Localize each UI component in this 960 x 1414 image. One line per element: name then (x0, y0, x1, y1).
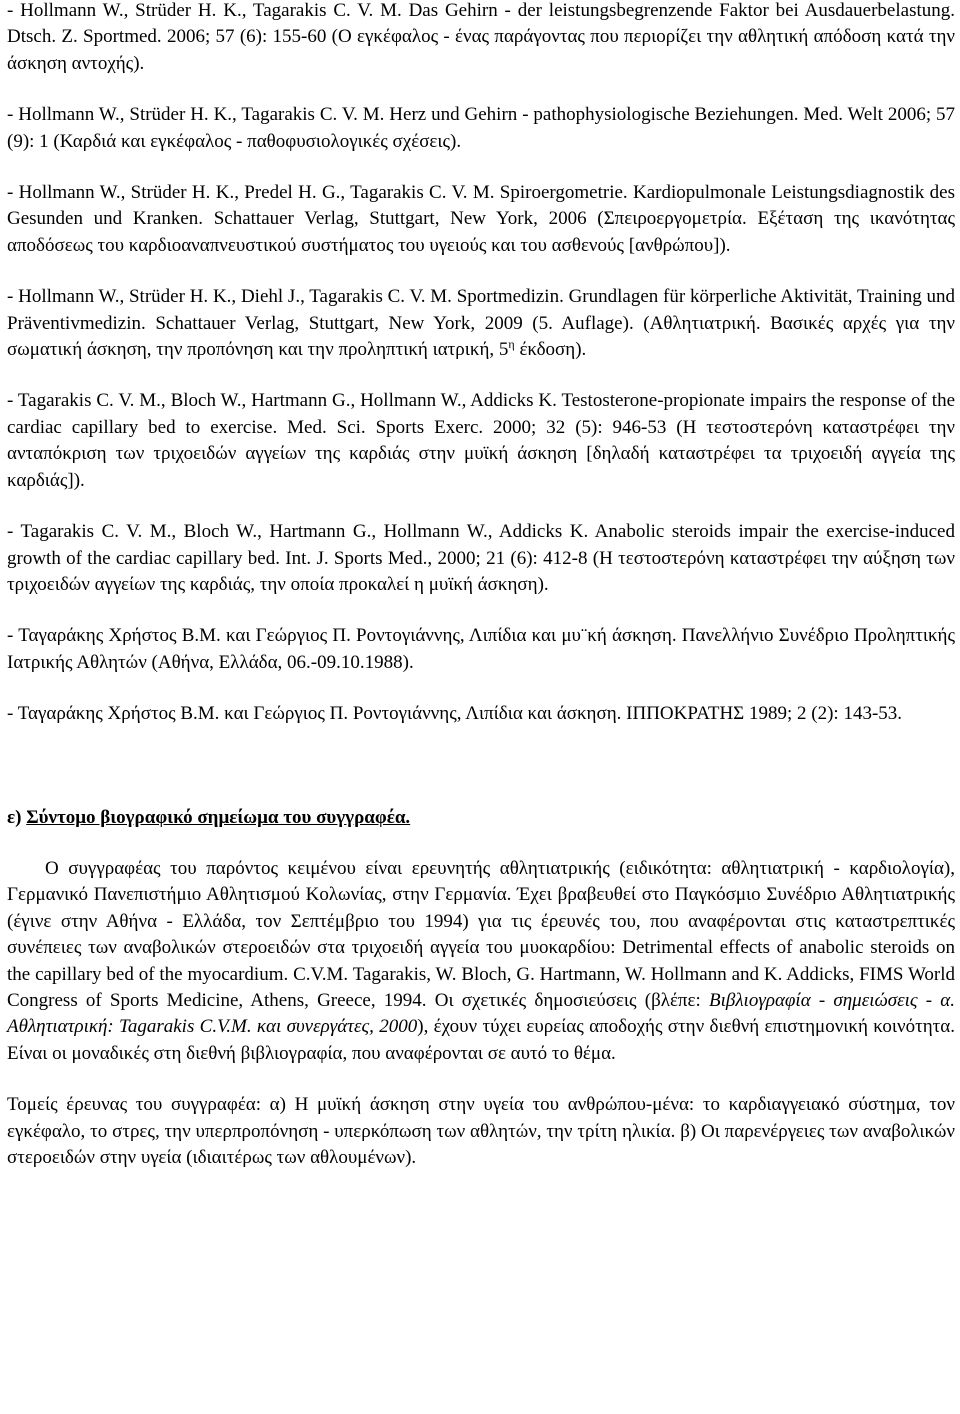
superscript-ordinal: η (508, 337, 515, 352)
reference-item: - Hollmann W., Strüder H. K., Tagarakis C. V. M. Das Gehirn - der leistungsbegrenzende Faktor bei Ausdauerbelastung. Dtsch. Z. Sportmed. 2006; 57 (6): 155-60 (Ο εγκέφαλος - ένας παράγοντας που περιορίζει την αθλητική απόδοση κατά την άσκηση αντοχής). (7, 0, 955, 74)
bio-text: ), έχουν τύχει ευρείας αποδοχής στην διεθνή επιστημονική κοινότητα. Είναι οι μοναδικές στη διεθνή βιβλιογραφία, που αναφέρονται σε αυτό το θέμα. (7, 1016, 955, 1064)
reference-item (7, 284, 955, 363)
reference-item: - Hollmann W., Strüder H. K., Tagarakis C. V. M. Herz und Gehirn - pathophysiologische Beziehungen. Med. Welt 2006; 57 (9): 1 (Καρδιά και εγκέφαλος - παθοφυσιολογικές σχέσεις). (7, 104, 955, 152)
reference-text: έκδοση). (514, 339, 587, 361)
section-prefix: ε) (7, 806, 27, 828)
section-title: Σύντομο βιογραφικό σημείωμα του συγγραφέα. (26, 806, 411, 828)
reference-item: - Ταγαράκης Χρήστος Β.Μ. και Γεώργιος Π. Ροντογιάννης, Λιπίδια και μυ¨κή άσκηση. Πανελλήνιο Συνέδριο Προληπτικής Ιατρικής Αθλητών (Αθήνα, Ελλάδα, 06.-09.10.1988). (7, 625, 955, 673)
reference-item: - Tagarakis C. V. M., Bloch W., Hartmann G., Hollmann W., Addicks K. Testosterone-propionate impairs the response of the cardiac capillary bed to exercise. Med. Sci. Sports Exerc. 2000; 32 (5): 946-53 (Η τεστοστερόνη καταστρέφει την ανταπόκριση των τριχοειδών αγγείων της καρδιάς στην μυϊκή άσκηση [δηλαδή καταστρέφει τα τριχοειδή αγγεία της καρδιάς]). (7, 390, 955, 491)
bio-paragraph (7, 856, 955, 1067)
section-heading (7, 805, 955, 831)
reference-text: - Hollmann W., Strüder H. K., Diehl J., Tagarakis C. V. M. Sportmedizin. Grundlagen für körperliche Aktivität, Training und Präventivmedizin. Schattauer Verlag, Stuttgart, New York, 2009 (5. Auflage). (Αθλητιατρική. Βασικές αρχές για την σωματική άσκηση, την προπόνηση και την προληπτική ιατρική, 5 (7, 286, 955, 361)
reference-item: - Ταγαράκης Χρήστος Β.Μ. και Γεώργιος Π. Ροντογιάννης, Λιπίδια και άσκηση. ΙΠΠΟΚΡΑΤΗΣ 1989; 2 (2): 143-53. (7, 703, 903, 725)
reference-item: - Hollmann W., Strüder H. K., Predel H. G., Tagarakis C. V. M. Spiroergometrie. Kardiopulmonale Leistungsdiagnostik des Gesunden und Kranken. Schattauer Verlag, Stuttgart, New York, 2006 (Σπειροεργομετρία. Εξέταση της ικανότητας αποδόσεως του καρδιοαναπνευστικού συστήματος του υγειούς και του ασθενούς [ανθρώπου]). (7, 182, 955, 256)
reference-item: - Tagarakis C. V. M., Bloch W., Hartmann G., Hollmann W., Addicks K. Anabolic steroids impair the exercise-induced growth of the cardiac capillary bed. Int. J. Sports Med., 2000; 21 (6): 412-8 (Η τεστοστερόνη καταστρέφει την αύξηση των τριχοειδών αγγείων της καρδιάς, την οποία προκαλεί η μυϊκή άσκηση). (7, 521, 955, 595)
document-page (7, 0, 955, 1171)
bio-text: Ο συγγραφέας του παρόντος κειμένου είναι ερευνητής αθλητιατρικής (ειδικότητα: αθλητιατρική - καρδιολογία), Γερμανικό Πανεπιστήμιο Αθλητισμού Κολωνίας, στην Γερμανία. Έχει βραβευθεί στο Παγκόσμιο Συνέδριο Αθλητιατρικής (έγινε στην Αθήνα - Ελλάδα, τον Σεπτέμβριο του 1994) για τις έρευνές του, που αναφέρονται στις καταστρεπτικές συνέπειες των αναβολικών στεροειδών στα τριχοειδή αγγεία του μυοκαρδίου: Detrimental effects of anabolic steroids on the capillary bed of the myocardium. C.V.M. Tagarakis, W. Bloch, G. Hartmann, W. Hollmann and K. Addicks, FIMS World Congress of Sports Medicine, Athens, Greece, 1994. Οι σχετικές δημοσιεύσεις (βλέπε: (7, 857, 955, 1011)
research-paragraph: Τομείς έρευνας του συγγραφέα: α) Η μυϊκή άσκηση στην υγεία του ανθρώπου-μένα: το καρδιαγγειακό σύστημα, τον εγκέφαλο, το στρες, την υπερπροπόνηση - υπερκόπωση των αθλητών, την τρίτη ηλικία. β) Οι παρενέργειες των αναβολικών στεροειδών στην υγεία (ιδιαιτέρως των αθλουμένων). (7, 1094, 955, 1168)
bio-italic-citation: Βιβλιογραφία - σημειώσεις - α. Αθλητιατρική: Tagarakis C.V.M. και συνεργάτες, 2000 (7, 989, 955, 1038)
